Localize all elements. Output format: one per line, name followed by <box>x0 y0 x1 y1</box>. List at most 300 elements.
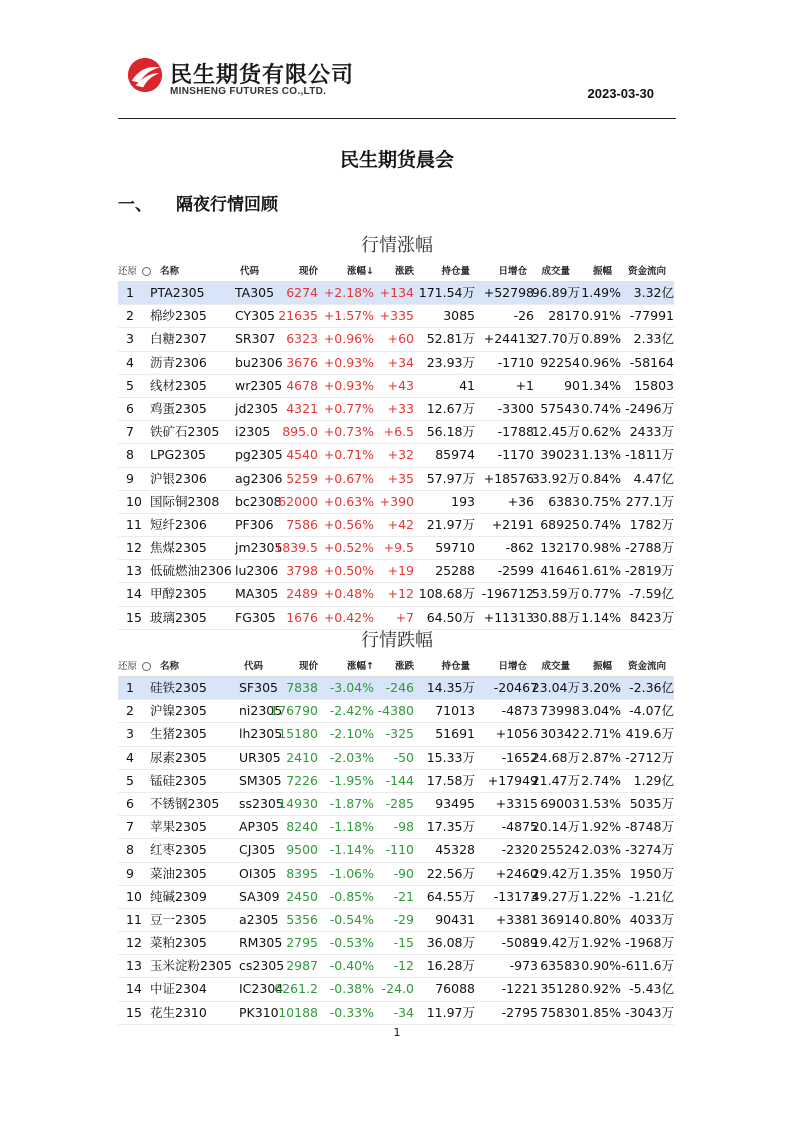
oi-change: -2320 <box>501 842 538 858</box>
row-index: 1 <box>126 285 134 300</box>
losers-col-header[interactable]: 现价 <box>298 661 318 672</box>
gainers-table-row[interactable] <box>118 583 674 606</box>
open-interest: 56.18万 <box>426 424 475 440</box>
change-value: +32 <box>387 447 414 463</box>
losers-table-row[interactable] <box>118 700 674 723</box>
last-price: 6261.2 <box>274 981 318 997</box>
change-pct: +0.71% <box>323 447 374 463</box>
capital-flow: -2819万 <box>625 563 674 579</box>
open-interest: 52.81万 <box>426 331 475 347</box>
row-index: 9 <box>126 470 134 486</box>
contract-name: 白糖2307 <box>150 331 207 347</box>
gainers-table <box>118 263 674 630</box>
change-pct: -1.14% <box>329 842 374 858</box>
change-pct: +0.77% <box>323 400 374 416</box>
section-number: 一、 <box>118 195 152 215</box>
change-value: -246 <box>385 680 414 695</box>
last-price: 8240 <box>286 819 318 835</box>
last-price: 7586 <box>286 516 318 532</box>
volume: 24.68万 <box>531 749 580 765</box>
change-pct: -3.04% <box>329 680 374 695</box>
contract-code: TA305 <box>235 285 275 300</box>
gainers-col-header[interactable]: 涨跌 <box>394 266 414 277</box>
contract-code: PK310 <box>239 1004 279 1020</box>
gainers-col-header[interactable]: 日增仓 <box>498 266 527 277</box>
amplitude: 0.84% <box>581 470 621 486</box>
row-index: 7 <box>126 819 134 835</box>
losers-col-header[interactable]: 日增仓 <box>498 661 527 672</box>
row-index: 12 <box>126 935 142 951</box>
change-pct: -2.10% <box>329 726 374 742</box>
last-price: 2987 <box>286 958 318 974</box>
change-pct: -2.42% <box>329 703 374 719</box>
row-index: 13 <box>126 958 142 974</box>
gainers-table-row[interactable] <box>118 282 674 305</box>
change-pct: +0.93% <box>323 377 374 393</box>
amplitude: 2.74% <box>581 772 621 788</box>
losers-col-header[interactable]: 还原 <box>118 661 138 672</box>
capital-flow: 8423万 <box>629 609 674 625</box>
contract-code: AP305 <box>239 819 279 835</box>
row-index: 2 <box>126 308 134 324</box>
amplitude: 1.22% <box>581 888 621 904</box>
last-price: 1676 <box>286 609 318 625</box>
contract-code: i2305 <box>235 424 271 440</box>
row-index: 15 <box>126 609 142 625</box>
amplitude: 0.91% <box>581 308 621 324</box>
oi-change: -13173 <box>493 888 538 904</box>
change-value: +12 <box>387 586 414 602</box>
change-value: -29 <box>393 911 414 927</box>
open-interest: 90431 <box>435 911 475 927</box>
gainers-table-row[interactable] <box>118 491 674 514</box>
volume: 25524 <box>540 842 580 858</box>
contract-name: 短纤2306 <box>150 516 207 532</box>
last-price: 5259 <box>286 470 318 486</box>
contract-name: 国际铜2308 <box>150 493 220 509</box>
losers-col-header[interactable]: 资金流向 <box>627 661 666 672</box>
volume: 33.92万 <box>531 470 580 486</box>
volume: 68925 <box>540 516 580 532</box>
section-label: 隔夜行情回顾 <box>176 195 278 215</box>
losers-table-row[interactable] <box>118 839 674 862</box>
company-logo <box>126 56 386 100</box>
losers-col-header[interactable]: 涨跌 <box>394 661 414 672</box>
open-interest: 3085 <box>443 308 475 324</box>
gainers-col-header[interactable]: 还原 <box>118 266 138 277</box>
last-price: 8395 <box>286 865 318 881</box>
contract-name: 硅铁2305 <box>150 680 207 695</box>
losers-col-header[interactable]: 振幅 <box>592 661 612 672</box>
row-index: 14 <box>126 586 142 602</box>
amplitude: 1.85% <box>581 1004 621 1020</box>
last-price: 2795 <box>286 935 318 951</box>
amplitude: 2.03% <box>581 842 621 858</box>
open-interest: 51691 <box>435 726 475 742</box>
capital-flow: 4.47亿 <box>633 470 674 486</box>
change-value: -34 <box>393 1004 414 1020</box>
section-heading <box>118 190 278 215</box>
losers-table-row[interactable] <box>118 886 674 909</box>
pct-header-label: 涨幅 <box>347 661 367 672</box>
gainers-table-row[interactable] <box>118 560 674 583</box>
contract-code: CY305 <box>235 308 276 324</box>
gainers-table-row[interactable] <box>118 444 674 467</box>
row-index: 3 <box>126 331 134 347</box>
open-interest: 93495 <box>435 795 475 811</box>
oi-change: -973 <box>509 958 538 974</box>
capital-flow: 5035万 <box>629 795 674 811</box>
gainers-table-row[interactable] <box>118 514 674 537</box>
change-pct: +0.42% <box>323 609 374 625</box>
contract-name: 红枣2305 <box>150 842 207 858</box>
change-value: +134 <box>379 285 414 300</box>
losers-table-row[interactable] <box>118 816 674 839</box>
open-interest: 64.50万 <box>426 609 475 625</box>
oi-change: +1 <box>515 377 534 393</box>
amplitude: 0.96% <box>581 354 621 370</box>
contract-code: OI305 <box>239 865 277 881</box>
contract-code: jm2305 <box>235 540 283 556</box>
contract-name: 不锈钢2305 <box>150 795 220 811</box>
oi-change: +52798 <box>483 285 534 300</box>
capital-flow: -2.36亿 <box>629 680 674 695</box>
row-index: 9 <box>126 865 134 881</box>
capital-flow: -5.43亿 <box>629 981 674 997</box>
losers-table-row[interactable] <box>118 932 674 955</box>
change-pct: +0.50% <box>323 563 374 579</box>
losers-col-header[interactable]: 持仓量 <box>441 661 470 672</box>
open-interest: 171.54万 <box>418 285 475 300</box>
losers-header-row <box>118 658 674 677</box>
change-pct: +0.48% <box>323 586 374 602</box>
losers-table-row[interactable] <box>118 955 674 978</box>
contract-code: pg2305 <box>235 447 283 463</box>
sort-arrow-icon[interactable]: ↓ <box>366 266 374 277</box>
change-pct: +0.96% <box>323 331 374 347</box>
sort-arrow-icon[interactable]: ↑ <box>366 661 374 672</box>
contract-code: MA305 <box>235 586 279 602</box>
contract-name: 沪银2306 <box>150 470 207 486</box>
volume: 29.42万 <box>531 865 580 881</box>
volume: 19.42万 <box>531 935 580 951</box>
open-interest: 76088 <box>435 981 475 997</box>
gainers-col-header[interactable]: 现价 <box>298 266 318 277</box>
contract-code: UR305 <box>239 749 281 765</box>
gainers-title: 行情涨幅 <box>361 235 433 256</box>
contract-code: cs2305 <box>239 958 285 974</box>
amplitude: 1.13% <box>581 447 621 463</box>
oi-change: +24413 <box>483 331 534 347</box>
gainers-table-row[interactable] <box>118 398 674 421</box>
oi-change: -862 <box>505 540 534 556</box>
amplitude: 0.98% <box>581 540 621 556</box>
volume: 20.14万 <box>531 819 580 835</box>
row-index: 15 <box>126 1004 142 1020</box>
row-index: 8 <box>126 842 134 858</box>
open-interest: 12.67万 <box>426 400 475 416</box>
amplitude: 1.35% <box>581 865 621 881</box>
volume: 12.45万 <box>531 424 580 440</box>
amplitude: 3.04% <box>581 703 621 719</box>
losers-col-header[interactable]: 成交量 <box>541 661 570 672</box>
contract-name: 纯碱2309 <box>150 888 207 904</box>
open-interest: 11.97万 <box>426 1004 475 1020</box>
contract-code: bu2306 <box>235 354 283 370</box>
last-price: 3676 <box>286 354 318 370</box>
row-index: 4 <box>126 749 134 765</box>
oi-change: +36 <box>507 493 534 509</box>
amplitude: 1.49% <box>581 285 621 300</box>
amplitude: 1.53% <box>581 795 621 811</box>
contract-name: 棉纱2305 <box>150 308 207 324</box>
contract-code: SR307 <box>235 331 276 347</box>
change-pct: +1.57% <box>323 308 374 324</box>
amplitude: 0.74% <box>581 400 621 416</box>
contract-code: IC2304 <box>239 981 284 997</box>
contract-name: 鸡蛋2305 <box>150 400 207 416</box>
gainers-col-header[interactable]: 代码 <box>240 266 260 277</box>
last-price: 14930 <box>278 795 318 811</box>
row-index: 7 <box>126 424 134 440</box>
change-pct: +0.93% <box>323 354 374 370</box>
gainers-table-row[interactable] <box>118 328 674 351</box>
change-value: +6.5 <box>383 424 414 440</box>
row-index: 14 <box>126 981 142 997</box>
losers-col-header[interactable]: 名称 <box>160 661 180 672</box>
gainers-table-row[interactable] <box>118 537 674 560</box>
contract-name: 沥青2306 <box>150 354 207 370</box>
volume: 21.47万 <box>531 772 580 788</box>
row-index: 5 <box>126 377 134 393</box>
row-index: 6 <box>126 795 134 811</box>
last-price: 6274 <box>286 285 318 300</box>
change-value: +9.5 <box>383 540 414 556</box>
last-price: 7838 <box>286 680 318 695</box>
last-price: 176790 <box>270 703 318 719</box>
capital-flow: -8748万 <box>625 819 674 835</box>
amplitude: 0.62% <box>581 424 621 440</box>
contract-name: 豆一2305 <box>150 911 207 927</box>
oi-change: -4873 <box>501 703 538 719</box>
amplitude: 3.20% <box>581 680 621 695</box>
volume: 49.27万 <box>531 888 580 904</box>
capital-flow: -2788万 <box>625 540 674 556</box>
oi-change: -1710 <box>497 354 534 370</box>
change-value: -50 <box>393 749 414 765</box>
last-price: 7226 <box>286 772 318 788</box>
company-name-cn: 民生期货有限公司 <box>170 63 355 88</box>
amplitude: 0.92% <box>581 981 621 997</box>
volume: 63583 <box>540 958 580 974</box>
change-value: +35 <box>387 470 414 486</box>
open-interest: 57.97万 <box>426 470 475 486</box>
contract-name: 中证2304 <box>150 981 207 997</box>
contract-name: 焦煤2305 <box>150 540 207 556</box>
contract-code: PF306 <box>235 516 274 532</box>
contract-name: 低硫燃油2306 <box>150 563 232 579</box>
losers-table-row[interactable] <box>118 1002 674 1025</box>
capital-flow: -1968万 <box>625 935 674 951</box>
volume: 69003 <box>540 795 580 811</box>
capital-flow: -2496万 <box>625 400 674 416</box>
amplitude: 0.90% <box>581 958 621 974</box>
amplitude: 0.75% <box>581 493 621 509</box>
capital-flow: -4.07亿 <box>629 703 674 719</box>
volume: 73998 <box>540 703 580 719</box>
amplitude: 0.80% <box>581 911 621 927</box>
change-pct: +2.18% <box>323 285 374 300</box>
amplitude: 1.61% <box>581 563 621 579</box>
volume: 30.88万 <box>531 609 580 625</box>
change-value: +390 <box>379 493 414 509</box>
losers-table-row[interactable] <box>118 747 674 770</box>
open-interest: 59710 <box>435 540 475 556</box>
contract-code: lh2305 <box>239 726 283 742</box>
change-value: +43 <box>387 377 414 393</box>
oi-change: +2460 <box>495 865 538 881</box>
contract-name: PTA2305 <box>150 285 205 300</box>
losers-table <box>118 658 674 1025</box>
row-index: 6 <box>126 400 134 416</box>
gainers-col-header[interactable]: 名称 <box>160 266 180 277</box>
gainers-table-row[interactable] <box>118 468 674 491</box>
change-value: -90 <box>393 865 414 881</box>
last-price: 21635 <box>278 308 318 324</box>
losers-table-row[interactable] <box>118 863 674 886</box>
amplitude: 1.92% <box>581 819 621 835</box>
capital-flow: 1782万 <box>629 516 674 532</box>
page-title: 民生期货晨会 <box>339 149 454 171</box>
oi-change: -2599 <box>497 563 534 579</box>
report-date: 2023-03-30 <box>587 86 654 101</box>
last-price: 4540 <box>286 447 318 463</box>
losers-table-row[interactable] <box>118 909 674 932</box>
contract-name: LPG2305 <box>150 447 206 463</box>
open-interest: 108.68万 <box>418 586 475 602</box>
volume: 57543 <box>540 400 580 416</box>
open-interest: 15.33万 <box>426 749 475 765</box>
row-index: 12 <box>126 540 142 556</box>
settings-gear-icon[interactable] <box>142 263 151 281</box>
oi-change: -196712 <box>481 586 534 602</box>
contract-name: 尿素2305 <box>150 749 207 765</box>
capital-flow: 419.6万 <box>625 726 674 742</box>
capital-flow: 2433万 <box>629 424 674 440</box>
contract-name: 铁矿石2305 <box>150 424 220 440</box>
gainers-col-header[interactable]: 持仓量 <box>441 266 470 277</box>
contract-name: 玻璃2305 <box>150 609 207 625</box>
open-interest: 16.28万 <box>426 958 475 974</box>
gainers-table-row[interactable] <box>118 375 674 398</box>
settings-gear-icon[interactable] <box>142 658 151 676</box>
row-index: 1 <box>126 680 134 695</box>
change-pct: -0.40% <box>329 958 374 974</box>
gainers-col-header[interactable]: 资金流向 <box>627 266 666 277</box>
change-pct: -0.38% <box>329 981 374 997</box>
gainers-col-header[interactable]: 振幅 <box>592 266 612 277</box>
change-pct: -0.53% <box>329 935 374 951</box>
contract-name: 苹果2305 <box>150 819 207 835</box>
row-index: 8 <box>126 447 134 463</box>
open-interest: 193 <box>451 493 475 509</box>
open-interest: 14.35万 <box>426 680 475 695</box>
capital-flow: -1811万 <box>625 447 674 463</box>
last-price: 2489 <box>286 586 318 602</box>
gainers-table-row[interactable] <box>118 421 674 444</box>
company-name-en: MINSHENG FUTURES CO.,LTD. <box>170 86 327 97</box>
open-interest: 25288 <box>435 563 475 579</box>
change-value: -325 <box>385 726 414 742</box>
change-value: -21 <box>393 888 414 904</box>
open-interest: 23.93万 <box>426 354 475 370</box>
losers-table-row[interactable] <box>118 723 674 746</box>
capital-flow: -7.59亿 <box>629 586 674 602</box>
oi-change: -1788 <box>497 424 534 440</box>
oi-change: +2191 <box>491 516 534 532</box>
oi-change: +17949 <box>487 772 538 788</box>
last-price: 5356 <box>286 911 318 927</box>
change-value: -285 <box>385 795 414 811</box>
amplitude: 1.34% <box>581 377 621 393</box>
capital-flow: 4033万 <box>629 911 674 927</box>
volume: 53.59万 <box>531 586 580 602</box>
contract-code: ni2305 <box>239 703 283 719</box>
losers-table-row[interactable] <box>118 770 674 793</box>
losers-col-header[interactable]: 代码 <box>244 661 264 672</box>
contract-code: jd2305 <box>235 400 279 416</box>
open-interest: 21.97万 <box>426 516 475 532</box>
last-price: 62000 <box>278 493 318 509</box>
open-interest: 22.56万 <box>426 865 475 881</box>
last-price: 10188 <box>278 1004 318 1020</box>
contract-code: a2305 <box>239 911 279 927</box>
change-pct: +0.73% <box>323 424 374 440</box>
open-interest: 17.58万 <box>426 772 475 788</box>
contract-code: ag2306 <box>235 470 283 486</box>
gainers-header-row <box>118 263 674 282</box>
losers-table-row[interactable] <box>118 978 674 1001</box>
change-value: +60 <box>387 331 414 347</box>
change-pct: +0.56% <box>323 516 374 532</box>
gainers-table-row[interactable] <box>118 352 674 375</box>
gainers-table-row[interactable] <box>118 305 674 328</box>
oi-change: -20467 <box>493 680 538 695</box>
volume: 13217 <box>540 540 580 556</box>
change-value: -24.0 <box>381 981 414 997</box>
change-pct: -1.06% <box>329 865 374 881</box>
amplitude: 0.74% <box>581 516 621 532</box>
amplitude: 2.71% <box>581 726 621 742</box>
capital-flow: -3043万 <box>625 1004 674 1020</box>
row-index: 2 <box>126 703 134 719</box>
page-number: 1 <box>393 1026 401 1039</box>
capital-flow: -3274万 <box>625 842 674 858</box>
contract-code: SA309 <box>239 888 280 904</box>
last-price: 1839.5 <box>274 540 318 556</box>
open-interest: 45328 <box>435 842 475 858</box>
open-interest: 41 <box>459 377 475 393</box>
row-index: 5 <box>126 772 134 788</box>
losers-table-row[interactable] <box>118 677 674 700</box>
last-price: 9500 <box>286 842 318 858</box>
contract-name: 生猪2305 <box>150 726 207 742</box>
gainers-col-header[interactable]: 成交量 <box>541 266 570 277</box>
volume: 75830 <box>540 1004 580 1020</box>
last-price: 4678 <box>286 377 318 393</box>
losers-table-row[interactable] <box>118 793 674 816</box>
contract-name: 菜粕2305 <box>150 935 207 951</box>
